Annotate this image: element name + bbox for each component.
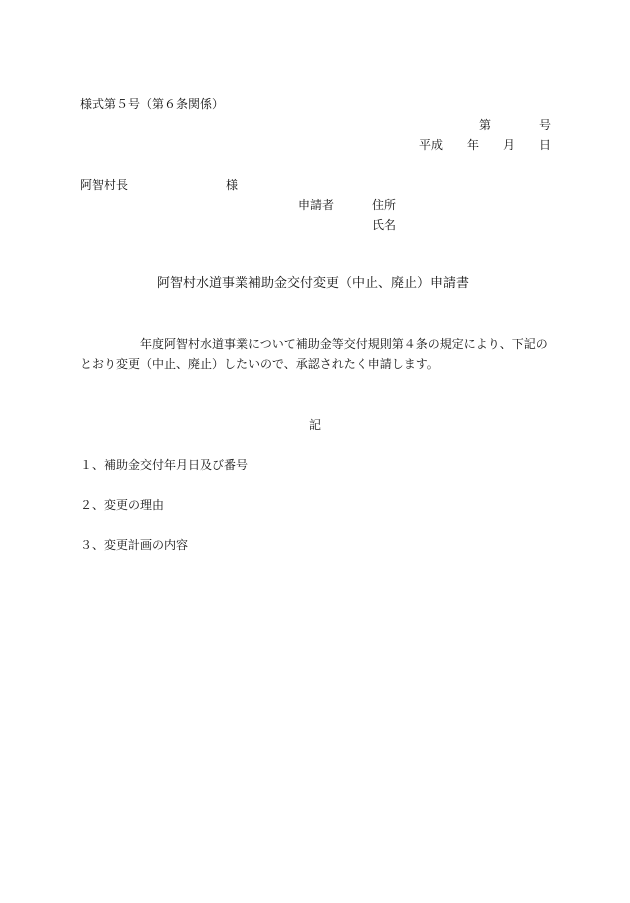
body-line-1: 年度阿智村水道事業について補助金等交付規則第４条の規定により、下記の — [140, 337, 548, 351]
form-label: 様式第５号（第６条関係） — [80, 97, 225, 111]
document-title: 阿智村水道事業補助金交付変更（中止、廃止）申請書 — [157, 276, 470, 291]
date-month: 月 — [503, 138, 516, 152]
date-day: 日 — [539, 138, 552, 152]
applicant-name-label: 氏名 — [372, 218, 397, 232]
number-prefix: 第 — [479, 118, 492, 132]
addressee-name: 阿智村長 — [80, 178, 129, 192]
addressee-honorific: 様 — [226, 178, 239, 192]
list-item: １、補助金交付年月日及び番号 — [80, 458, 249, 472]
list-item: ３、変更計画の内容 — [80, 538, 189, 552]
applicant-label: 申請者 — [298, 198, 335, 212]
body-line-2: とおり変更（中止、廃止）したいので、承認されたく申請します。 — [80, 357, 439, 371]
number-suffix: 号 — [539, 118, 552, 132]
date-year: 年 — [467, 138, 480, 152]
applicant-address-label: 住所 — [372, 198, 397, 212]
note-heading: 記 — [309, 418, 322, 432]
date-era: 平成 — [419, 138, 444, 152]
list-item: ２、変更の理由 — [80, 498, 165, 512]
